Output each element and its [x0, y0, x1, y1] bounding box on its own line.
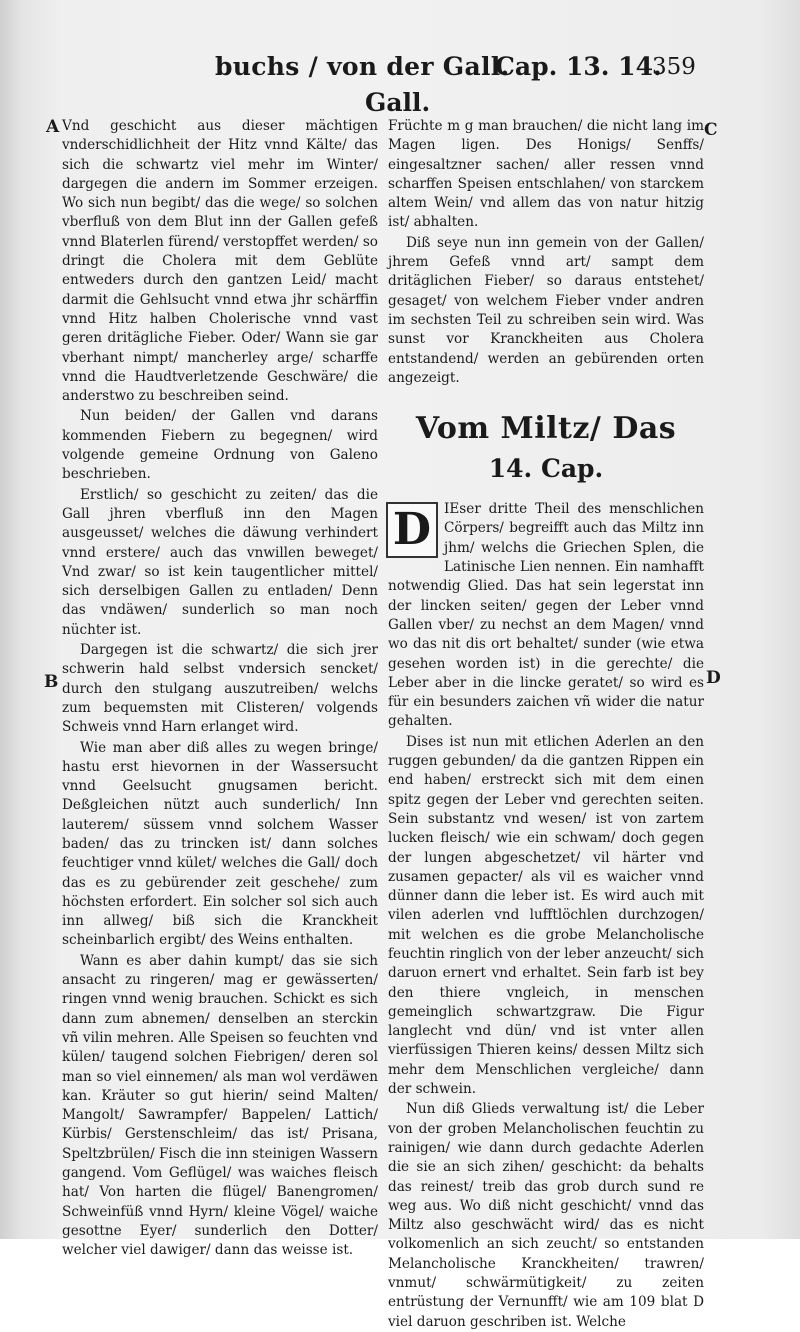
- paragraph: Dargegen ist die schwartz/ die sich jrer schwerin hald selbst vndersich sencket/ durch den stulgang auszutreiben/ welchs zum bequemsten mit Clisteren/ volgends Schweis vnnd Harn erlanget wird.: [62, 642, 378, 736]
- running-head: [0, 48, 800, 128]
- margin-marker-a: A: [46, 117, 60, 137]
- margin-marker-c: C: [704, 120, 718, 140]
- decorated-initial: D: [386, 502, 438, 558]
- paragraph: Vnd geschicht aus dieser mächtigen vnderschidlichheit der Hitz vnnd Kälte/ das sich die schwartz viel mehr im Winter/ dargegen die andern im Sommer erzeigen. Wo sich nun begibt/ das die wege/ so solchen vberfluß von dem Blut inn der Gallen gefeß vnnd Blaterlen fürend/ verstopffet werden/ so dringt die Cholera mit dem Geblüte entweders durch den gantzen Leid/ macht darmit die Gehlsucht vnnd etwa jhr schärffin vnnd Hitz halben Cholerische vnnd vast geren dritägliche Fieber. Oder/ Wann sie gar vberhant nimpt/ mancherley arge/ scharffe vnnd die Haudtverletzende Geschwäre/ die anderstwo zu beschreiben seind.: [62, 118, 378, 405]
- dropcap-paragraph-text: IEser dritte Theil des menschlichen Cörpers/ begreifft auch das Miltz inn jhm/ welchs die Griechen Splen, die Latinische Lien nennen. Ein namhafft notwendig Glied. Das hat sein legerstat inn der lincken seiten/ gegen der Leber vnnd Gallen vber/ zu nechst an dem Magen/ vnnd wo das nit dis ort behaltet/ sunder (wie etwa gesehen worden ist) in die gerechte/ die Leber aber in die lincke geratet/ so wird es für ein besunders zaichen vñ wider die natur gehalten.: [388, 501, 704, 730]
- paragraph: Wann es aber dahin kumpt/ das sie sich ansacht zu ringeren/ mag er gewässerten/ ringen vnnd wenig brauchen. Schickt es sich dann zum abnemen/ denselben an sterckin vñ vilin mehren. Alle Speisen so feuchten vnd külen/ taugend solchen Fiebrigen/ deren sol man so viel einnemen/ als man wol verdäwen kan. Kräuter so gut hierin/ seind Malten/ Mangolt/ Sawrampfer/ Bappelen/ Lattich/ Kürbis/ Gerstenschleim/ das ist/ Prisana, Speltzbrülen/ Fisch die inn steinigen Wassern gangend. Vom Geflügel/ was waiches fleisch hat/ Von harten die flügel/ Banengromen/ Schweinfüß vnnd Hyrn/ kleine Vögel/ waiche gesottne Eyer/ sunderlich den Dotter/ welcher viel dawiger/ dann das weisse ist.: [62, 952, 378, 1259]
- paragraph: Nun beiden/ der Gallen vnd darans kommenden Fiebern zu begegnen/ wird volgende gemeine Ordnung von Galeno beschrieben.: [62, 408, 378, 483]
- left-column: [62, 117, 378, 1261]
- right-column: [388, 117, 704, 1332]
- section-heading: Vom Miltz/ Das: [415, 411, 677, 447]
- dropcap-paragraph: [388, 500, 704, 732]
- paragraph: Früchte m g man brauchen/ die nicht lang im Magen ligen. Des Honigs/ Senffs/ eingesaltzner sachen/ aller ressen vnnd scharffen Speisen entschlahen/ von starckem altem Wein/ vnd allem das von natur hitzig ist/ abhalten.: [388, 118, 704, 231]
- paragraph: Nun diß Glieds verwaltung ist/ die Leber von der groben Melancholischen feuchtin zu rainigen/ wie dann durch gedachte Aderlen die sie an sich zihen/ geschicht: da behalts das reinest/ treib das grob durch sund re weg aus. Wo diß nicht geschicht/ vnnd das Miltz also geschwächt wird/ das es nicht volkomenlich an sich zeucht/ so entstanden Melancholische Kranckheiten/ trawren/ vnmut/ schwärmütigkeit/ zu zeiten entrüstung der Vernunfft/ wie am 109 blat D viel daruon geschriben ist. Welche: [388, 1101, 704, 1330]
- paragraph: Wie man aber diß alles zu wegen bringe/ hastu erst hievornen in der Wassersucht vnnd Geelsucht gnugsamen bericht. Deßgleichen nützt auch sunderlich/ Inn lauterem/ süssem vnnd solchem Wasser baden/ das zu trincken ist/ dann solches feuchtiger vnnd kület/ welches die Gall/ doch das es zu gebürender zeit geschehe/ zum höchsten erfordert. Ein solcher sol sich auch inn allweg/ biß sich die Kranckheit scheinbarlich ergibt/ des Weins enthalten.: [62, 739, 378, 949]
- paragraph: Dises ist nun mit etlichen Aderlen an den ruggen gebunden/ da die gantzen Rippen ein end haben/ erstreckt sich mit dem einen spitz gegen der Leber vnd gerechten seiten. Sein substantz vnd wesen/ ist von zartem lucken fleisch/ wie ein schwam/ doch gegen der lungen abgeschetzet/ vil härter vnd zusamen gepacter/ als vil es waicher vnnd dünner dann die leber ist. Es wird auch mit vilen aderlen vnd lufftlöchlen durchzogen/ mit welchen es die grobe Melancholische feuchtin ringlich von der leber anzeucht/ sich daruon ernert vnd erhaltet. Sein farb ist bey den thiere vngleich, in menschen gemeinglich schwartzgraw. Die Figur langlecht vnd dün/ vnd ist vnter allen vierfüssigen Thieren keins/ dessen Miltz sich mehr dem Menschlichen vergleiche/ dann der schwein.: [388, 733, 704, 1098]
- running-title-continuation: Gall.: [365, 88, 431, 117]
- margin-marker-d: D: [706, 668, 721, 688]
- chapter-reference: Cap. 13. 14.: [495, 52, 662, 81]
- paragraph: Erstlich/ so geschicht zu zeiten/ das die Gall jhren vberfluß inn den Magen ausgeusset/ welches die däwung verhindert vnnd erstere/ auch das vnwillen beweget/ Vnd zwar/ so ist kein taugentlicher mittel/ sich derselbigen Gallen zu entladen/ Denn das vndäwen/ sunderlich so man noch nüchter ist.: [62, 486, 378, 638]
- margin-marker-b: B: [44, 672, 59, 692]
- section-subheading: 14. Cap.: [488, 454, 604, 484]
- chapter-heading: [388, 410, 704, 486]
- paragraph: Diß seye nun inn gemein von der Gallen/ jhrem Gefeß vnnd art/ sampt dem dritäglichen Fieber/ so daraus entstehet/ gesaget/ von welchem Fieber vnder andren im sechsten Teil zu schreiben sein wird. Was sunst vor Kranckheiten aus Cholera entstandend/ werden an gebürenden orten angezeigt.: [388, 234, 704, 386]
- running-title: buchs / von der Gall.: [215, 52, 510, 81]
- page-number: 359: [652, 54, 696, 80]
